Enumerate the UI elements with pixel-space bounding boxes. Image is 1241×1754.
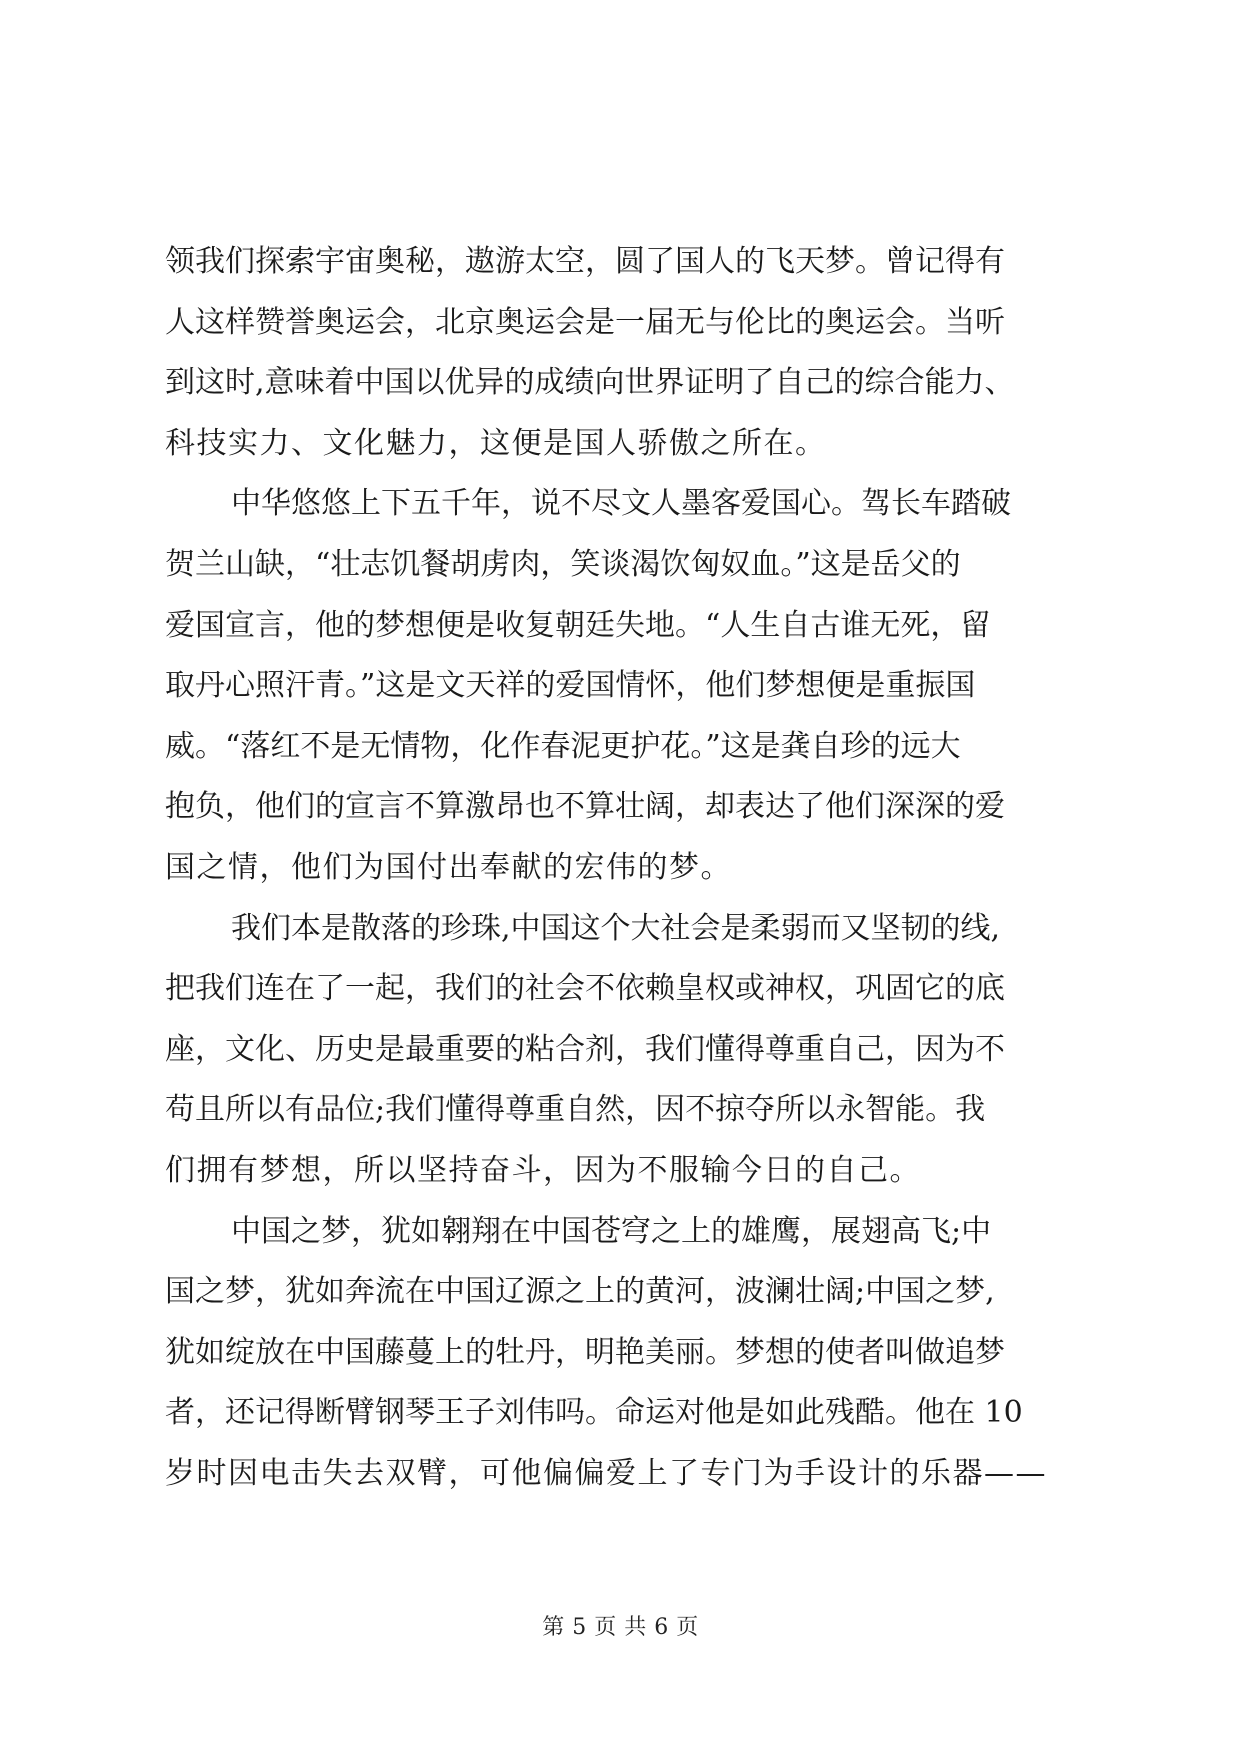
text-line: 岁时因电击失去双臂，可他偏偏爱上了专门为手设计的乐器—— — [165, 1455, 1047, 1491]
paragraph-start-line: 中国之梦，犹如翱翔在中国苍穹之上的雄鹰，展翅高飞;中 — [231, 1213, 992, 1249]
text-line: 贺兰山缺，“壮志饥餐胡虏肉，笑谈渴饮匈奴血。”这是岳父的 — [165, 546, 961, 582]
text-line: 们拥有梦想，所以坚持奋斗，因为不服输今日的自己。 — [165, 1152, 921, 1188]
paragraph-start-line: 中华悠悠上下五千年，说不尽文人墨客爱国心。驾长车踏破 — [231, 486, 1011, 522]
text-line: 苟且所以有品位;我们懂得尊重自然，因不掠夺所以永智能。我 — [165, 1092, 986, 1128]
text-line: 威。“落红不是无情物，化作春泥更护花。”这是龚自珍的远大 — [165, 728, 961, 764]
text-line: 科技实力、文化魅力，这便是国人骄傲之所在。 — [165, 425, 827, 461]
text-line: 爱国宣言，他的梦想便是收复朝廷失地。“人生自古谁无死，留 — [165, 607, 991, 643]
text-line: 国之梦，犹如奔流在中国辽源之上的黄河，波澜壮阔;中国之梦, — [165, 1274, 995, 1310]
text-line: 取丹心照汗青。”这是文天祥的爱国情怀，他们梦想便是重振国 — [165, 668, 976, 704]
text-line: 领我们探索宇宙奥秘，遨游太空，圆了国人的飞天梦。曾记得有 — [165, 244, 1005, 279]
text-line: 座，文化、历史是最重要的粘合剂，我们懂得尊重自己，因为不 — [165, 1031, 1005, 1067]
page-footer: 第 5 页 共 6 页 — [542, 1615, 699, 1640]
text-line: 到这时,意味着中国以优异的成绩向世界证明了自己的综合能力、 — [165, 365, 1015, 401]
text-line: 把我们连在了一起，我们的社会不依赖皇权或神权，巩固它的底 — [165, 971, 1005, 1007]
text-line: 国之情，他们为国付出奉献的宏伟的梦。 — [165, 849, 732, 885]
paragraph-start-line: 我们本是散落的珍珠,中国这个大社会是柔弱而又坚韧的线, — [231, 910, 1001, 946]
text-line: 犹如绽放在中国藤蔓上的牡丹，明艳美丽。梦想的使者叫做追梦 — [165, 1334, 1005, 1370]
text-line: 人这样赞誉奥运会，北京奥运会是一届无与伦比的奥运会。当听 — [165, 304, 1005, 340]
text-line: 抱负，他们的宣言不算激昂也不算壮阔，却表达了他们深深的爱 — [165, 789, 1005, 825]
document-body — [165, 232, 1125, 1504]
text-line: 者，还记得断臂钢琴王子刘伟吗。命运对他是如此残酷。他在 10 — [165, 1395, 1023, 1431]
